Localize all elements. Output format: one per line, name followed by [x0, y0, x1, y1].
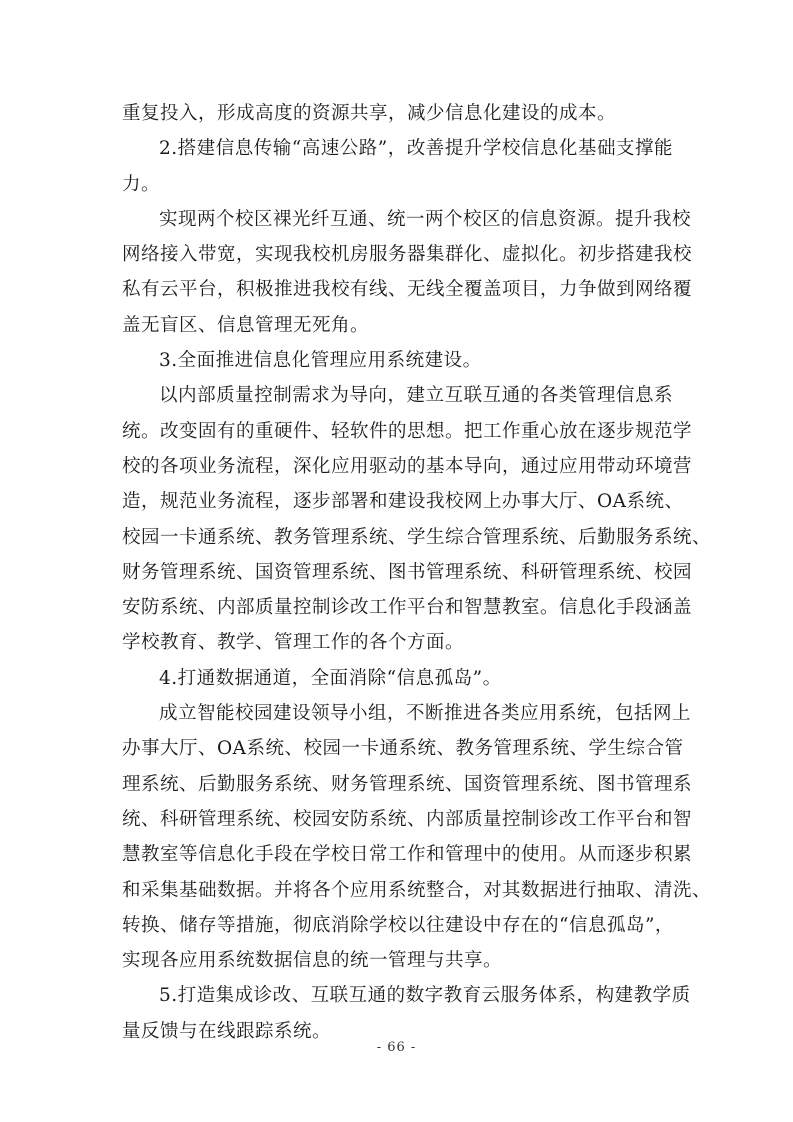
text-line: 重复投入，形成高度的资源共享，减少信息化建设的成本。: [122, 103, 617, 124]
text-line: 转换、储存等措施，彻底消除学校以往建设中存在的“信息孤岛”，: [122, 914, 674, 936]
text-line: 慧教室等信息化手段在学校日常工作和管理中的使用。从而逐步积累: [122, 844, 693, 866]
text-line: 统。改变固有的重硬件、轻软件的思想。把工作重心放在逐步规范学: [122, 420, 693, 442]
text-line: 校园一卡通系统、教务管理系统、学生综合管理系统、后勤服务系统、: [122, 526, 712, 548]
paragraph: [122, 696, 712, 978]
text-line: 私有云平台，积极推进我校有线、无线全覆盖项目，力争做到网络覆: [122, 279, 693, 301]
paragraph: [122, 661, 673, 696]
text-line: 网络接入带宽，实现我校机房服务器集群化、虚拟化。初步搭建我校: [122, 244, 693, 266]
text-line: 以内部质量控制需求为导向，建立互联互通的各类管理信息系: [159, 385, 673, 407]
text-line: 实现各应用系统数据信息的统一管理与共享。: [122, 950, 503, 972]
paragraph: [122, 378, 712, 660]
text-line: 学校教育、教学、管理工作的各个方面。: [122, 632, 465, 654]
paragraph: [122, 343, 673, 378]
document-page: [122, 96, 712, 1049]
text-line: 5.打造集成诊改、互联互通的数字教育云服务体系，构建教学质: [159, 985, 691, 1007]
paragraph: [122, 131, 673, 202]
text-line: 实现两个校区裸光纤互通、统一两个校区的信息资源。提升我校: [159, 208, 692, 230]
text-line: 盖无盲区、信息管理无死角。: [122, 314, 370, 336]
text-line: 力。: [122, 173, 161, 195]
text-line: 安防系统、内部质量控制诊改工作平台和智慧教室。信息化手段涵盖: [122, 597, 693, 619]
paragraph: [122, 978, 691, 1049]
text-line: 办事大厅、OA系统、校园一卡通系统、教务管理系统、学生综合管: [122, 738, 684, 760]
text-line: 统、科研管理系统、校园安防系统、内部质量控制诊改工作平台和智: [122, 808, 693, 830]
text-line: 成立智能校园建设领导小组，不断推进各类应用系统，包括网上: [159, 703, 692, 725]
paragraph: [122, 96, 673, 131]
text-line: 4.打通数据通道，全面消除“信息孤岛”。: [159, 667, 502, 689]
text-line: 和采集基础数据。并将各个应用系统整合，对其数据进行抽取、清洗、: [122, 879, 712, 901]
text-line: 量反馈与在线跟踪系统。: [122, 1020, 332, 1042]
paragraph: [122, 202, 693, 343]
text-line: 造，规范业务流程，逐步部署和建设我校网上办事大厅、OA系统、: [122, 491, 684, 513]
page-number: - 66 -: [376, 1040, 417, 1055]
text-line: 2.搭建信息传输“高速公路”，改善提升学校信息化基础支撑能: [159, 138, 673, 160]
text-line: 理系统、后勤服务系统、财务管理系统、国资管理系统、图书管理系: [122, 773, 693, 795]
text-line: 校的各项业务流程，深化应用驱动的基本导向，通过应用带动环境营: [122, 455, 693, 477]
text-line: 财务管理系统、国资管理系统、图书管理系统、科研管理系统、校园: [122, 561, 693, 583]
text-line: 3.全面推进信息化管理应用系统建设。: [159, 350, 482, 372]
body-text: [122, 96, 712, 1049]
